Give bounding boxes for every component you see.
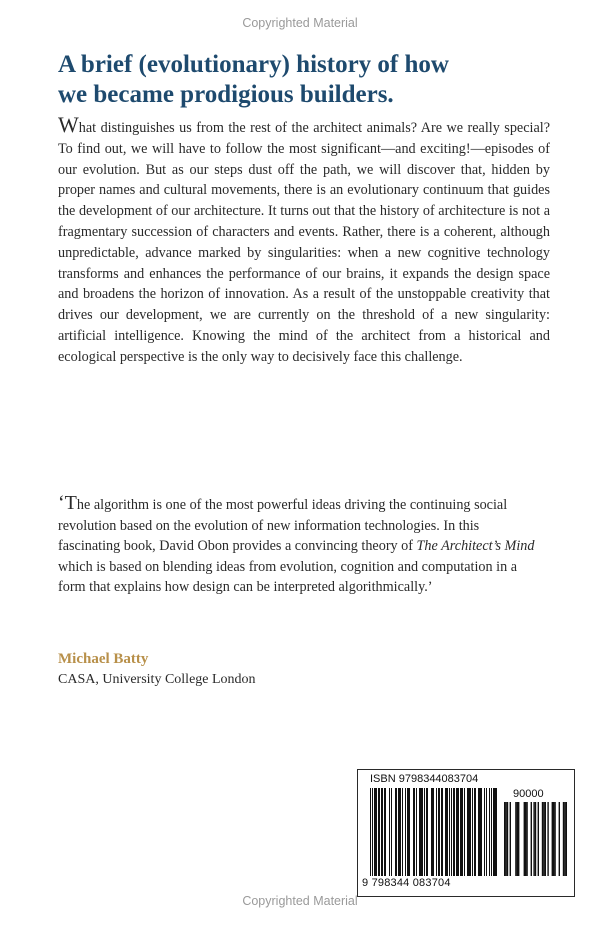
barcode-bar — [517, 802, 518, 876]
barcode-bar — [524, 802, 525, 876]
barcode-bar — [510, 802, 511, 876]
barcode-bar — [559, 802, 560, 876]
barcode-bar — [446, 788, 447, 876]
barcode-bar — [402, 788, 403, 876]
barcode-bar — [431, 788, 432, 876]
barcode-bar — [382, 788, 383, 876]
barcode-bar — [422, 788, 423, 876]
barcode-bar — [480, 788, 481, 876]
barcode-bar — [381, 788, 382, 876]
quote-text-after-title: which is based on blending ideas from evolution, cognition and computation in a form that explains how design can be interpreted algorithmically.’ — [58, 558, 518, 596]
quote-text-before-title: he algorithm is one of the most powerful ideas driving the continuing social revolution based on the evolution of new information technologies. In this fascinating book, David Obon provides a convincing theory of — [58, 497, 508, 555]
barcode-bar — [462, 788, 463, 876]
barcode-bar — [398, 788, 399, 876]
ean-barcode-icon — [370, 788, 500, 876]
endorsement-quote — [58, 492, 543, 598]
barcode-bar — [456, 788, 457, 876]
barcode-bar — [518, 802, 519, 876]
barcode-bar — [538, 802, 539, 876]
barcode-bar — [372, 788, 373, 876]
barcode-bar — [467, 788, 468, 876]
barcode-bar — [475, 788, 476, 876]
barcode-bar — [379, 788, 380, 876]
barcode-bar — [478, 788, 479, 876]
barcode-bar — [376, 788, 377, 876]
barcode-bar — [458, 788, 459, 876]
quote-open-mark: ‘ — [58, 492, 65, 514]
barcode-bar — [427, 788, 428, 876]
barcode-bar — [504, 802, 505, 876]
barcode-bar — [441, 788, 442, 876]
barcode-bar — [486, 788, 487, 876]
barcode-bar — [552, 802, 553, 876]
barcode-bar — [451, 788, 452, 876]
barcode-bar — [494, 788, 495, 876]
headline-line-1: A brief (evolutionary) history of how — [58, 51, 449, 78]
barcode-bar — [564, 802, 565, 876]
quote-book-title: The Architect’s Mind — [416, 538, 535, 555]
endorser-affiliation: CASA, University College London — [58, 672, 256, 687]
barcode-bar — [481, 788, 482, 876]
barcode-bar — [542, 802, 543, 876]
barcode-bar — [531, 802, 532, 876]
barcode-bar — [414, 788, 415, 876]
watermark-top: Copyrighted Material — [242, 16, 358, 30]
barcode-bar — [525, 802, 526, 876]
barcode-bar — [389, 788, 390, 876]
headline — [58, 50, 558, 110]
barcode-bar — [489, 788, 490, 876]
barcode-bar — [461, 788, 462, 876]
barcode-bar — [469, 788, 470, 876]
barcode-bar — [400, 788, 401, 876]
barcode-bar — [385, 788, 386, 876]
barcode-bar — [399, 788, 400, 876]
dropcap-letter: W — [58, 112, 79, 137]
barcode-bar — [545, 802, 546, 876]
barcode-bar — [526, 802, 527, 876]
barcode-bar — [493, 788, 494, 876]
barcode-bar — [453, 788, 454, 876]
barcode-bar — [424, 788, 425, 876]
barcode-bar — [395, 788, 396, 876]
barcode-bar — [375, 788, 376, 876]
endorser-name: Michael Batty — [58, 651, 149, 667]
barcode-bar — [464, 788, 465, 876]
barcode-bar — [405, 788, 406, 876]
headline-line-2: we became prodigious builders. — [58, 81, 394, 108]
barcode-bar — [439, 788, 440, 876]
barcode-bar — [563, 802, 564, 876]
barcode-bar — [438, 788, 439, 876]
barcode-bar — [426, 788, 427, 876]
barcode-bar — [433, 788, 434, 876]
barcode-bar — [553, 802, 554, 876]
barcode-bar — [554, 802, 555, 876]
barcode-bar — [378, 788, 379, 876]
barcode-bar — [407, 788, 408, 876]
barcode-bar — [408, 788, 409, 876]
barcode-bar — [543, 802, 544, 876]
isbn-barcode-block — [357, 769, 575, 897]
barcode-bar — [413, 788, 414, 876]
barcode-bar — [479, 788, 480, 876]
barcode-bar — [420, 788, 421, 876]
description-text: hat distinguishes us from the rest of the architect animals? Are we really special? To find out, we will have to follow the most significant—and exciting!—episodes of our evolution. But as our steps dust off the path, we will discover that, hidden by proper names and cultural movements, there is an evolutionary continuum that guides the development of our architecture. It turns out that the history of architecture is not a fragmentary succession of characters and events. Rather, there is a coherent, although unpredictable, advance marked by singularities: when a new cognitive technology transforms and enhances the performance of our brains, it expands the design space and broadens the horizon of innovation. As a result of the unstoppable creativity that drives our development, we are currently on the threshold of a new singularity: artificial intelligence. Knowing the mind of the architect from a historical and ecological perspective is the only way to decisively face this challenge. — [58, 120, 550, 365]
watermark-bottom: Copyrighted Material — [242, 894, 358, 908]
price-code: 90000 — [513, 788, 544, 800]
barcode-bar — [491, 788, 492, 876]
barcode-bar — [515, 802, 516, 876]
barcode-bar — [472, 788, 473, 876]
barcode-bar — [566, 802, 567, 876]
addon-barcode-icon — [504, 802, 568, 876]
barcode-bar — [454, 788, 455, 876]
barcode-bar — [445, 788, 446, 876]
barcode-bar — [396, 788, 397, 876]
barcode-bar — [460, 788, 461, 876]
barcode-bar — [507, 802, 508, 876]
barcode-bar — [432, 788, 433, 876]
barcode-bar — [391, 788, 392, 876]
barcode-bar — [421, 788, 422, 876]
barcode-bar — [370, 788, 371, 876]
barcode-bar — [442, 788, 443, 876]
barcode-bar — [474, 788, 475, 876]
barcode-bar — [547, 802, 548, 876]
barcode-bar — [449, 788, 450, 876]
barcode-bar — [416, 788, 417, 876]
quote-dropcap-letter: T — [64, 492, 77, 514]
barcode-bar — [468, 788, 469, 876]
isbn-label: ISBN 9798344083704 — [370, 773, 479, 785]
barcode-bar — [495, 788, 496, 876]
barcode-bar — [447, 788, 448, 876]
barcode-bar — [484, 788, 485, 876]
barcode-bar — [384, 788, 385, 876]
description-paragraph — [58, 112, 550, 368]
ean-digits: 9 798344 083704 — [362, 877, 451, 889]
barcode-bar — [374, 788, 375, 876]
barcode-bar — [505, 802, 506, 876]
barcode-bar — [535, 802, 536, 876]
barcode-bar — [436, 788, 437, 876]
barcode-bar — [457, 788, 458, 876]
barcode-bar — [470, 788, 471, 876]
barcode-bar — [496, 788, 497, 876]
barcode-bar — [533, 802, 534, 876]
barcode-bar — [419, 788, 420, 876]
barcode-bar — [409, 788, 410, 876]
